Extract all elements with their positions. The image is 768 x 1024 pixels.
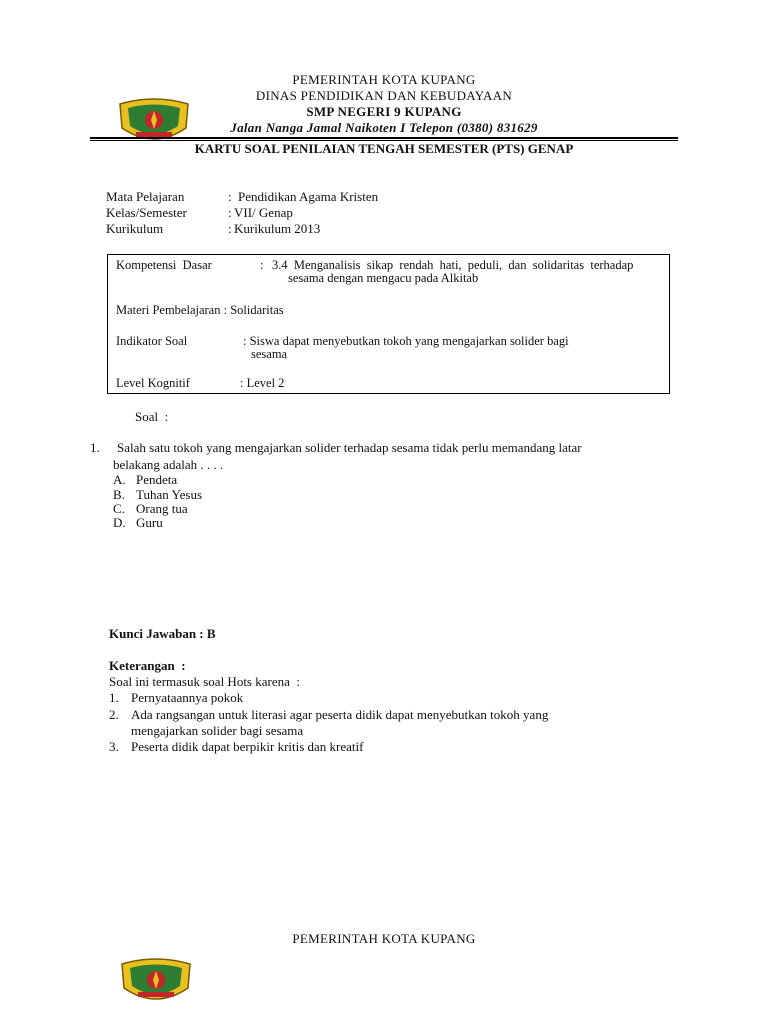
question-line2: belakang adalah . . . . <box>113 457 224 472</box>
keterangan-label: Keterangan : <box>109 658 186 673</box>
document-title: KARTU SOAL PENILAIAN TENGAH SEMESTER (PTS) GENAP <box>194 141 574 156</box>
kd-label: Kompetensi Dasar <box>116 258 212 272</box>
option-text: Tuhan Yesus <box>136 487 202 502</box>
info-value: Pendidikan Agama Kristen <box>238 189 379 204</box>
header-divider <box>90 137 678 139</box>
question-number: 1. <box>90 440 100 455</box>
indikator-label: Indikator Soal <box>116 334 188 348</box>
info-label: Kurikulum <box>106 221 164 236</box>
option-text: Guru <box>136 515 163 530</box>
info-sep: : <box>228 221 232 236</box>
soal-label: Soal : <box>135 409 169 424</box>
info-value: VII/ Genap <box>234 205 293 220</box>
option-key: D. <box>113 515 126 530</box>
keterangan-item-text-cont: mengajarkan solider bagi sesama <box>131 723 304 738</box>
info-sep: : <box>228 189 232 204</box>
kd-sep: : <box>260 258 264 272</box>
keterangan-intro: Soal ini termasuk soal Hots karena : <box>109 674 300 689</box>
info-value: Kurikulum 2013 <box>234 221 321 236</box>
keterangan-item-text: Ada rangsangan untuk literasi agar peserta didik dapat menyebutkan tokoh yang <box>131 707 549 722</box>
option-key: B. <box>113 487 125 502</box>
keterangan-item-text: Peserta didik dapat berpikir kritis dan kreatif <box>131 739 364 754</box>
question-line1: Salah satu tokoh yang mengajarkan solider terhadap sesama tidak perlu memandang latar <box>117 440 582 455</box>
option-key: A. <box>113 472 126 487</box>
keterangan-item-text: Pernyataannya pokok <box>131 690 244 705</box>
info-label: Kelas/Semester <box>106 205 187 220</box>
footer-header: PEMERINTAH KOTA KUPANG <box>292 931 476 946</box>
header-line2: DINAS PENDIDIKAN DAN KEBUDAYAAN <box>255 88 513 103</box>
school-logo <box>110 940 194 1009</box>
kd-text-line1: 3.4 Menganalisis sikap rendah hati, peduli, dan solidaritas terhadap <box>272 258 634 272</box>
option-key: C. <box>113 501 125 516</box>
indikator-line1: : Siswa dapat menyebutkan tokoh yang mengajarkan solider bagi <box>243 334 569 348</box>
option-text: Orang tua <box>136 501 188 516</box>
materi-text: Materi Pembelajaran : Solidaritas <box>116 303 284 317</box>
info-label: Mata Pelajaran <box>106 189 185 204</box>
info-sep: : <box>228 205 232 220</box>
keterangan-item-num: 1. <box>109 690 119 705</box>
level-label: Level Kognitif <box>116 376 190 390</box>
kd-text-line2: sesama dengan mengacu pada Alkitab <box>288 271 479 285</box>
keterangan-item-num: 2. <box>109 707 119 722</box>
option-text: Pendeta <box>136 472 178 487</box>
keterangan-item-num: 3. <box>109 739 119 754</box>
indikator-line2: sesama <box>251 347 288 361</box>
header-line1: PEMERINTAH KOTA KUPANG <box>292 72 476 87</box>
level-value: : Level 2 <box>240 376 285 390</box>
answer-key: Kunci Jawaban : B <box>109 626 216 641</box>
school-address: Jalan Nanga Jamal Naikoten I Telepon (0380) 831629 <box>230 120 538 135</box>
school-name: SMP NEGERI 9 KUPANG <box>306 104 462 119</box>
